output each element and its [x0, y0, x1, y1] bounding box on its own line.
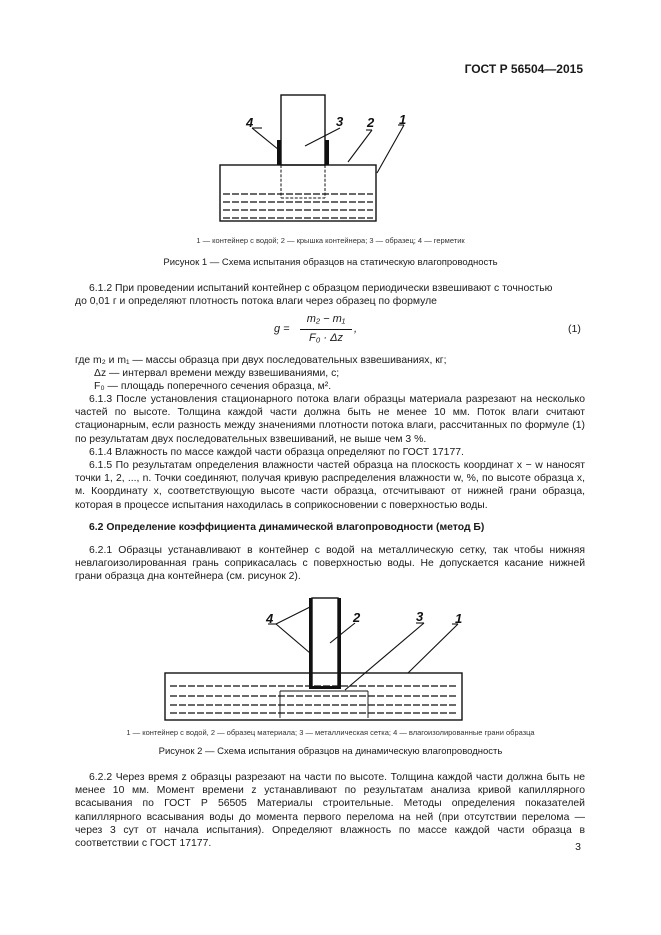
- formula-explanation: [75, 354, 585, 394]
- paragraph-6-2-2-text: 6.2.2 Через время z образцы разрезают на части по высоте. Толщина каждой части должна быть не менее 10 мм. Момент времени z устанавливают по результатам анализа кривой капиллярного всасывания по ГОСТ Р 56505 Материалы строительные. Методы определения показателей капиллярного всасывания воды до момента первого перелома на ней (при отсутствии перелома — через 3 сут от начала испытания). Определяют влажность по массе каждой части образца в соответствии с ГОСТ 17177.: [75, 772, 585, 850]
- standard-header: ГОСТ Р 56504—2015: [464, 62, 583, 76]
- formula-numerator: m₂ − m₁: [306, 313, 346, 325]
- paragraph-6-1-5: 6.1.5 По результатам определения влажности частей образца на плоскость координат x − w наносят точки 1, 2, ..., n. Точки соединяют, получая кривую распределения влажности w, %, по высоте образца x, м. Координату x, соответствующую высоте части образца, отсчитывают от нижней грани образца, которая в процессе испытания находилась в соприкосновении с поверхностью воды.: [75, 460, 585, 511]
- paragraph-6-2-1-text: 6.2.1 Образцы устанавливают в контейнер с водой на металлическую сетку, так чтобы нижняя невлагоизолированная грань соприкасалась с поверхностью воды. Не допускается касание нижней грани образца дна контейнера (см. рисунок 2).: [75, 545, 585, 583]
- paragraph-6-1-4: 6.1.4 Влажность по массе каждой части образца определяют по ГОСТ 17177.: [89, 446, 464, 458]
- figure-2-label-1: 1: [455, 611, 463, 626]
- figure-1-label-4: 4: [246, 115, 254, 130]
- where-line-2: Δz — интервал времени между взвешиваниями, с;: [94, 368, 340, 380]
- figure-2-title: Рисунок 2 — Схема испытания образцов на динамическую влагопроводность: [158, 746, 503, 757]
- section-6-2-title: 6.2 Определение коэффициента динамической влагопроводности (метод Б): [89, 522, 485, 533]
- figure-2-label-2: 2: [353, 610, 361, 625]
- figure-2-legend: 1 — контейнер с водой, 2 — образец материала; 3 — металлическая сетка; 4 — влагоизолированные грани образца: [126, 728, 535, 737]
- figure-1-diagram: [0, 0, 661, 235]
- where-line-3: F₀ — площадь поперечного сечения образца, м².: [94, 381, 332, 393]
- page-number: 3: [575, 841, 581, 853]
- formula-number: (1): [568, 323, 581, 335]
- figure-1-legend: 1 — контейнер с водой; 2 — крышка контейнера; 3 — образец; 4 — герметик: [196, 236, 465, 245]
- figure-1-label-2: 2: [367, 115, 375, 130]
- figure-1-label-3: 3: [336, 114, 344, 129]
- formula-denominator: F₀ · Δz: [308, 332, 343, 344]
- paragraphs-6-1-3-to-6-1-5: [75, 393, 585, 512]
- paragraph-6-2-2: [75, 771, 585, 850]
- paragraph-6-1-2: [75, 282, 585, 308]
- paragraph-6-1-2-line-2: до 0,01 г и определяют плотность потока влаги через образец по формуле: [75, 296, 437, 308]
- paragraph-6-1-3: 6.1.3 После установления стационарного потока влаги образцы материала разрезают на несколько частей по высоте. Толщина каждой части должна быть не менее 10 мм. Поток влаги считают стационарным, если разность между значениями плотности потока влаги, рассчитанных по формуле (1) по результатам двух последовательных взвешиваний, не выше чем 3 %.: [75, 394, 585, 445]
- figure-1-label-1: 1: [399, 112, 407, 127]
- formula-tail: ,: [354, 323, 358, 335]
- paragraph-6-1-2-line-1: 6.1.2 При проведении испытаний контейнер с образцом периодически взвешивают с точностью: [89, 283, 553, 294]
- figure-2-diagram: [0, 595, 661, 725]
- formula-lhs: g =: [274, 323, 290, 335]
- figure-2-label-3: 3: [416, 609, 424, 624]
- paragraph-6-2-1: [75, 544, 585, 584]
- section-6-2-heading: [75, 521, 585, 534]
- figure-1-title: Рисунок 1 — Схема испытания образцов на статическую влагопроводность: [163, 257, 498, 268]
- figure-2-label-4: 4: [266, 611, 274, 626]
- formula-1: [270, 313, 390, 347]
- where-line-1: где m₂ и m₁ — массы образца при двух последовательных взвешиваниях, кг;: [75, 355, 447, 366]
